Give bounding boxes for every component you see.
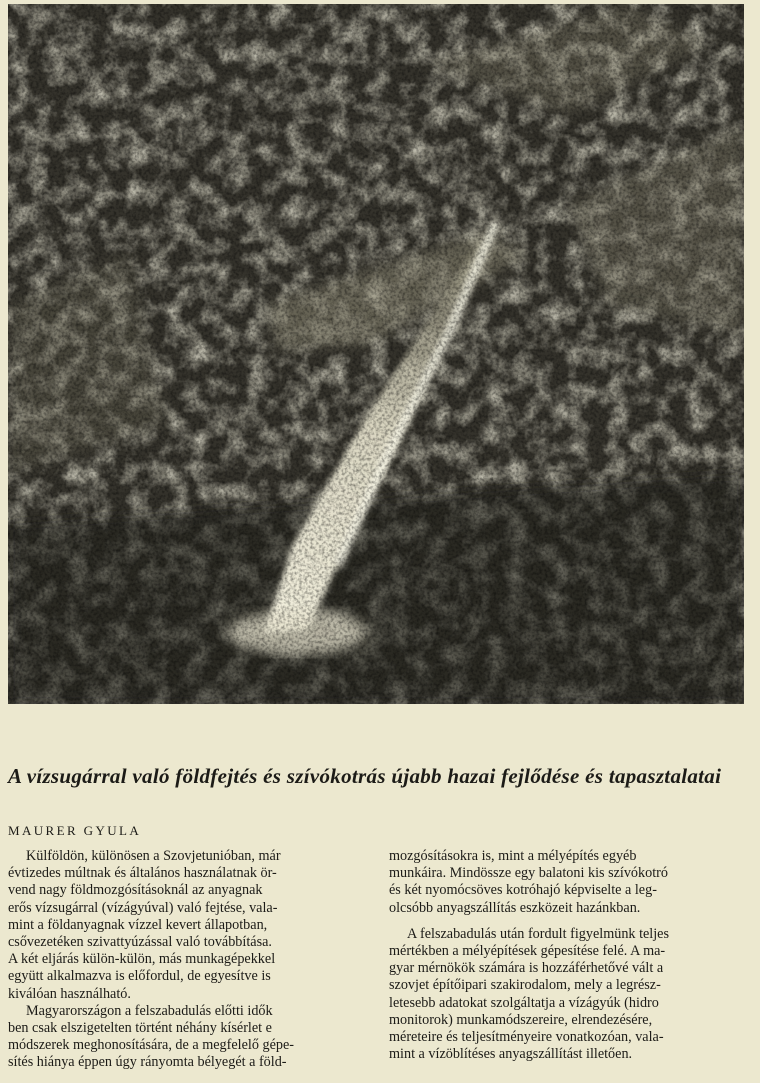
text-line: olcsóbb anyagszállítás eszközeit hazánkban. bbox=[389, 899, 641, 916]
text-line: és két nyomócsöves kotróhajó képviselte a leg- bbox=[389, 882, 657, 899]
text-line: erős vízsugárral (vízágyúval) való fejtése, vala- bbox=[8, 899, 278, 916]
text-line: sítés hiánya éppen úgy rányomta bélyegét a föld- bbox=[8, 1054, 287, 1071]
text-line: mint a vízöblítéses anyagszállítást illetően. bbox=[389, 1046, 633, 1063]
text-line: szovjet építőipari szakirodalom, mely a legrész- bbox=[389, 977, 661, 994]
text-line: Magyarországon a felszabadulás előtti idők bbox=[26, 1002, 273, 1019]
article-title: A vízsugárral való földfejtés és szívókotrás újabb hazai fejlődése és tapasztalatai bbox=[8, 764, 722, 788]
body-column-right bbox=[389, 848, 757, 1063]
text-line: kiválóan használható. bbox=[8, 985, 131, 1002]
body-column-left bbox=[8, 848, 373, 1071]
text-line: munkáira. Mindössze egy balatoni kis szívókotró bbox=[389, 865, 668, 882]
text-line: módszerek meghonosítására, de a megfelelő gépe- bbox=[8, 1037, 294, 1054]
text-line: csővezetéken szivattyúzással való továbbítása. bbox=[8, 933, 272, 950]
water-jet-photo bbox=[8, 4, 744, 704]
text-line: letesebb adatokat szolgáltatja a vízágyúk (hidro bbox=[389, 994, 659, 1011]
text-line: mozgósításokra is, mint a mélyépítés egyéb bbox=[389, 848, 637, 864]
text-line: mértékben a mélyépítések gépesítése felé. A ma- bbox=[389, 942, 666, 959]
text-line: ben csak elszigetelten történt néhány kísérlet e bbox=[8, 1019, 272, 1036]
text-line: évtizedes múltnak és általános használatnak ör- bbox=[8, 865, 277, 882]
text-line: mint a földanyagnak vízzel kevert állapotban, bbox=[8, 916, 268, 933]
text-line: A két eljárás külön-külön, más munkagépekkel bbox=[8, 951, 276, 968]
text-line: vend nagy földmozgósításoknál az anyagnak bbox=[8, 882, 263, 899]
text-line: monitorok) munkamódszereire, elrendezésére, bbox=[389, 1011, 653, 1028]
article-author: MAURER GYULA bbox=[8, 823, 142, 838]
text-line: gyar mérnökök számára is hozzáférhetővé vált a bbox=[389, 960, 664, 977]
text-line: méreteire és teljesítményeire vonatkozóan, vala- bbox=[389, 1028, 664, 1045]
text-line: A felszabadulás után fordult figyelmünk teljes bbox=[407, 925, 670, 942]
text-line: Külföldön, különösen a Szovjetunióban, már bbox=[26, 848, 281, 864]
text-line: együtt alkalmazva is előfordul, de egyesítve is bbox=[8, 968, 271, 985]
